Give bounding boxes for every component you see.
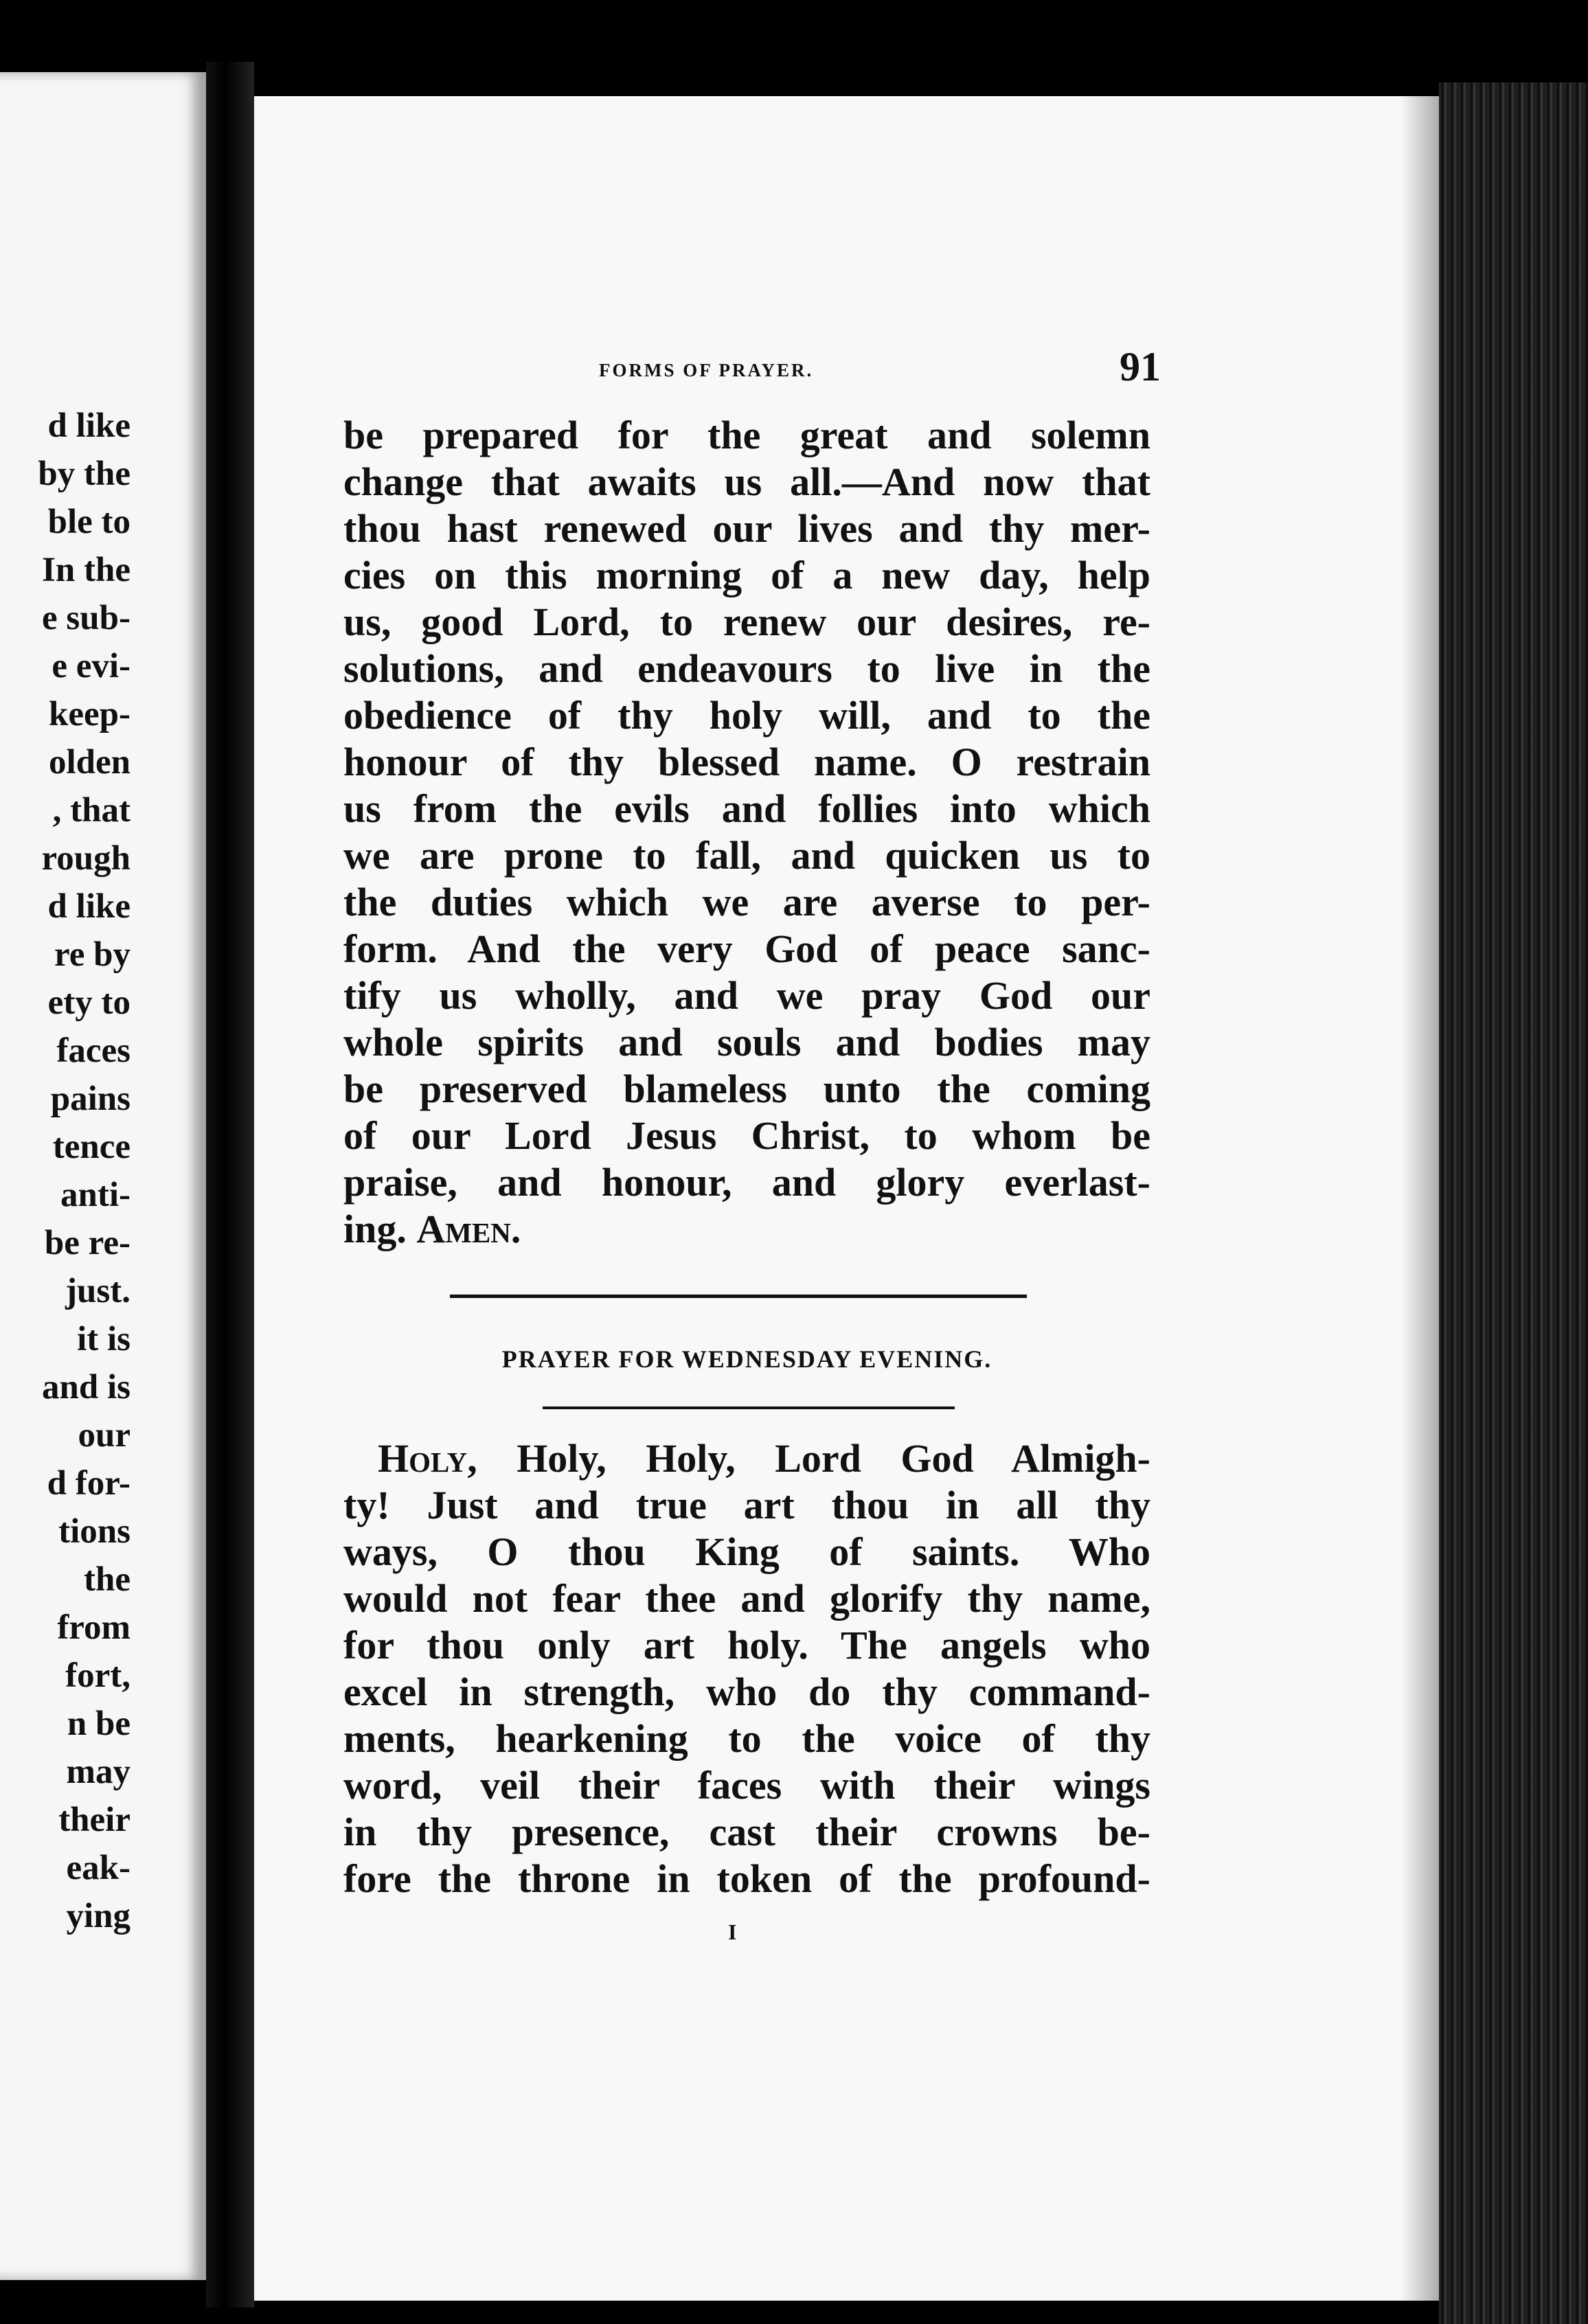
section-rule-top bbox=[450, 1295, 1027, 1298]
text-line: be prepared for the great and solemn bbox=[343, 413, 1150, 457]
facing-page-edge bbox=[0, 72, 206, 2280]
facing-line: fort, bbox=[65, 1656, 131, 1695]
text-line: form. And the very God of peace sanc- bbox=[343, 926, 1150, 971]
text-line: be preserved blameless unto the coming bbox=[343, 1067, 1150, 1111]
text-line: change that awaits us all.—And now that bbox=[343, 459, 1150, 504]
section-heading: PRAYER FOR WEDNESDAY EVENING. bbox=[501, 1345, 992, 1373]
page-header bbox=[343, 343, 1161, 398]
running-head: FORMS OF PRAYER. bbox=[599, 360, 814, 380]
text-line: of our Lord Jesus Christ, to whom be bbox=[343, 1113, 1150, 1158]
facing-line: ety to bbox=[47, 983, 131, 1022]
facing-line: d for- bbox=[47, 1464, 131, 1503]
text-line: us from the evils and follies into which bbox=[343, 786, 1150, 831]
facing-line: by the bbox=[38, 455, 131, 493]
facing-line: tions bbox=[58, 1512, 131, 1551]
facing-line: n be bbox=[67, 1705, 131, 1743]
facing-line: eak- bbox=[66, 1849, 131, 1887]
text-line: obedience of thy holy will, and to the bbox=[343, 693, 1150, 738]
amen: Amen. bbox=[416, 1207, 521, 1251]
text-line: solutions, and endeavours to live in the bbox=[343, 646, 1150, 691]
facing-line: d like bbox=[47, 407, 131, 445]
text-line: ways, O thou King of saints. Who bbox=[343, 1529, 1150, 1574]
facing-line: it is bbox=[77, 1320, 131, 1358]
facing-line: be re- bbox=[44, 1224, 131, 1262]
facing-page-text bbox=[0, 402, 131, 1940]
facing-line: tence bbox=[52, 1128, 131, 1166]
facing-line: ble to bbox=[47, 503, 131, 541]
facing-line: keep- bbox=[49, 695, 131, 733]
text-line: would not fear thee and glorify thy name, bbox=[343, 1576, 1150, 1621]
facing-line: ying bbox=[66, 1897, 131, 1935]
section-rule-bottom bbox=[543, 1406, 955, 1409]
closing-text: ing. bbox=[343, 1207, 407, 1251]
facing-line: the bbox=[84, 1560, 131, 1599]
text-line: excel in strength, who do thy command- bbox=[343, 1670, 1150, 1714]
facing-line: faces bbox=[56, 1032, 131, 1070]
facing-line: re by bbox=[54, 935, 131, 974]
facing-line: olden bbox=[48, 743, 131, 782]
facing-line: our bbox=[78, 1416, 131, 1455]
facing-line: , that bbox=[52, 791, 131, 830]
text-line: ty! Just and true art thou in all thy bbox=[343, 1483, 1150, 1527]
facing-line: rough bbox=[41, 839, 131, 878]
facing-line: from bbox=[57, 1608, 131, 1647]
text-line: thou hast renewed our lives and thy mer- bbox=[343, 506, 1150, 551]
prayer-text-continued bbox=[343, 412, 1150, 1253]
prayer-text-new bbox=[343, 1435, 1150, 1902]
facing-line: In the bbox=[42, 551, 131, 589]
opening-word: Holy, bbox=[378, 1436, 477, 1481]
facing-line: e sub- bbox=[42, 599, 131, 637]
facing-line: their bbox=[58, 1801, 131, 1839]
text-line: word, veil their faces with their wings bbox=[343, 1763, 1150, 1808]
text-line: in thy presence, cast their crowns be- bbox=[343, 1810, 1150, 1854]
page-number: 91 bbox=[1120, 344, 1161, 389]
opening-line-rest: Holy, Holy, Lord God Almigh- bbox=[517, 1436, 1151, 1481]
text-line: for thou only art holy. The angels who bbox=[343, 1623, 1150, 1667]
text-line: praise, and honour, and glory everlast- bbox=[343, 1160, 1150, 1205]
facing-line: e evi- bbox=[52, 647, 131, 685]
text-line: tify us wholly, and we pray God our bbox=[343, 973, 1150, 1018]
facing-line: pains bbox=[50, 1080, 131, 1118]
book-gutter bbox=[206, 62, 254, 2308]
page-block-edge bbox=[1439, 82, 1588, 2324]
text-line: us, good Lord, to renew our desires, re- bbox=[343, 600, 1150, 644]
text-line: fore the throne in token of the profound- bbox=[343, 1856, 1150, 1901]
facing-line: just. bbox=[65, 1272, 131, 1310]
text-line: the duties which we are averse to per- bbox=[343, 880, 1150, 924]
facing-line: anti- bbox=[60, 1176, 131, 1214]
text-line: ments, hearkening to the voice of thy bbox=[343, 1716, 1150, 1761]
signature-mark: I bbox=[728, 1919, 737, 1944]
text-line: we are prone to fall, and quicken us to bbox=[343, 833, 1150, 878]
facing-line: d like bbox=[47, 887, 131, 926]
facing-line: and is bbox=[42, 1368, 131, 1406]
text-line: cies on this morning of a new day, help bbox=[343, 553, 1150, 597]
text-line: whole spirits and souls and bodies may bbox=[343, 1020, 1150, 1064]
opening-line bbox=[343, 1435, 1150, 1482]
facing-line: may bbox=[66, 1753, 131, 1791]
text-line: honour of thy blessed name. O restrain bbox=[343, 740, 1150, 784]
closing-line bbox=[343, 1206, 1150, 1253]
